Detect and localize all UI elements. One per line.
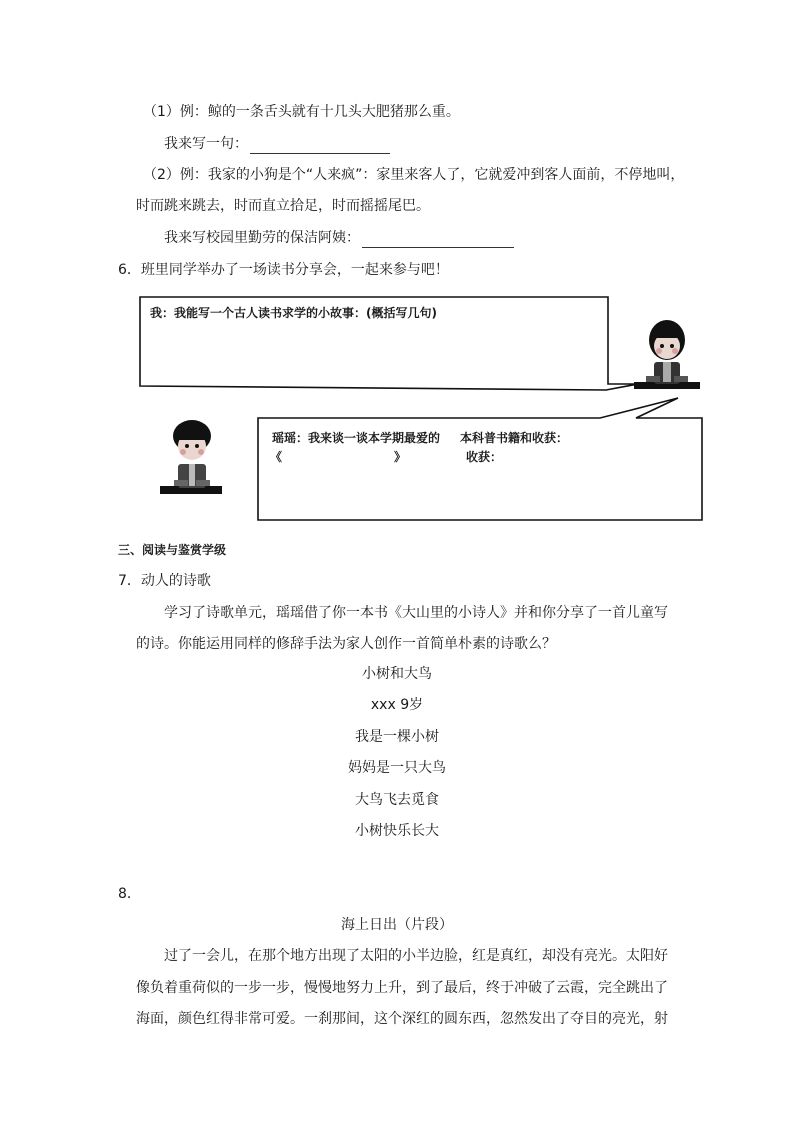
q8-passage-title: 海上日出（片段） — [341, 917, 453, 933]
girl-cartoon-icon — [632, 310, 704, 390]
q6-prompt: 6．班里同学举办了一场读书分享会，一起来参与吧！ — [118, 262, 449, 278]
poem-line-3: 大鸟飞去觅食 — [355, 792, 439, 808]
q7-title: 7．动人的诗歌 — [118, 573, 211, 589]
poem-title: 小树和大鸟 — [362, 666, 432, 682]
bubble-2-gain: 收获： — [466, 450, 503, 464]
q8-paragraph-line1: 过了一会儿，在那个地方出现了太阳的小半边脸，红是真红，却没有亮光。太阳好 — [164, 948, 668, 964]
q8-paragraph-line3: 海面，颜色红得非常可爱。一刹那间，这个深红的圆东西，忽然发出了夺目的亮光，射 — [136, 1011, 668, 1027]
section-3-heading: 三、阅读与鉴赏学级 — [118, 543, 227, 557]
q7-intro-line1: 学习了诗歌单元，瑶瑶借了你一本书《大山里的小诗人》并和你分享了一首儿童写 — [164, 605, 668, 621]
q7-intro-line2: 的诗。你能运用同样的修辞手法为家人创作一首简单朴素的诗歌么？ — [136, 636, 556, 652]
q8-paragraph-line2: 像负着重荷似的一步一步，慢慢地努力上升，到了最后，终于冲破了云霞，完全跳出了 — [136, 980, 668, 996]
bubble-1-text: 我：我能写一个古人读书求学的小故事：(概括写几句) — [150, 306, 437, 320]
poem-line-4: 小树快乐长大 — [355, 823, 439, 839]
q5-write-1-label: 我来写一句： — [164, 136, 248, 152]
q5-write-2-label: 我来写校园里勤劳的保洁阿姨： — [164, 230, 360, 246]
bubble-2-text-a: 瑶瑶：我来谈一谈本学期最爱的 — [272, 431, 441, 445]
poem-line-2: 妈妈是一只大鸟 — [348, 760, 446, 776]
poem-author: xxx 9岁 — [370, 697, 424, 713]
boy-cartoon-icon — [158, 414, 230, 496]
q5-example-2-line2: 时而跳来跳去，时而直立拾足，时而摇摇尾巴。 — [136, 198, 430, 214]
bubble-2-book-close: 》 — [394, 450, 407, 464]
q8-number: 8． — [118, 886, 141, 902]
bubble-2-book-open: 《 — [270, 450, 283, 464]
poem-line-1: 我是一棵小树 — [355, 729, 439, 745]
q5-example-2-line1: （2）例：我家的小狗是个“人来疯”：家里来客人了，它就爱冲到客人面前，不停地叫， — [143, 167, 685, 183]
bubble-2-text-b: 本科普书籍和收获： — [460, 431, 569, 445]
q5-example-1: （1）例：鲸的一条舌头就有十几头大肥猪那么重。 — [143, 104, 460, 120]
